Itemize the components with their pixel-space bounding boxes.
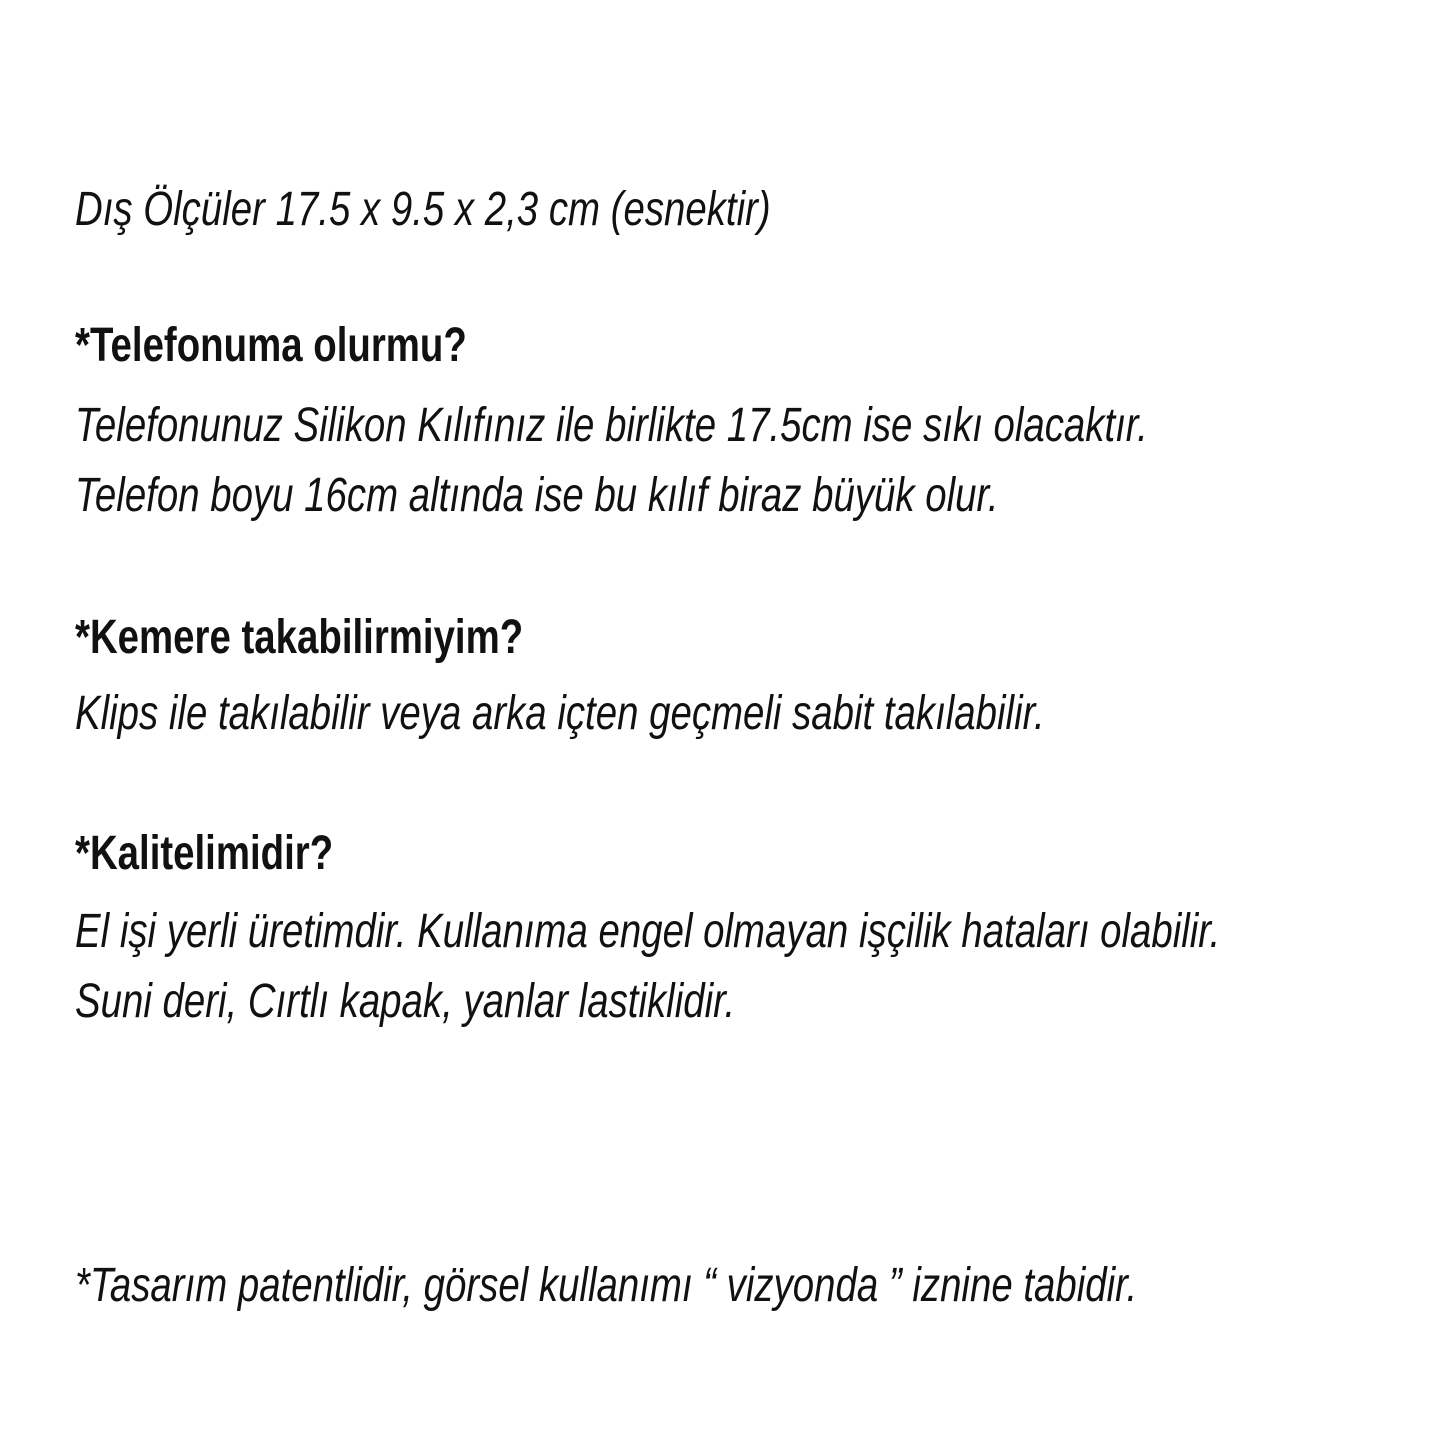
faq-answer-phone-fit-line-1: Telefonunuz Silikon Kılıfınız ile birlikte 17.5cm ise sıkı olacaktır. (75, 399, 1148, 452)
faq-answer-belt-line-1: Klips ile takılabilir veya arka içten geçmeli sabit takılabilir. (75, 687, 1045, 740)
faq-question-phone-fit: *Telefonuma olurmu? (75, 319, 467, 372)
patent-footer-note: *Tasarım patentlidir, görsel kullanımı “ vizyonda ” iznine tabidir. (75, 1259, 1138, 1312)
faq-answer-phone-fit-line-2: Telefon boyu 16cm altında ise bu kılıf biraz büyük olur. (75, 469, 999, 522)
dimensions-text: Dış Ölçüler 17.5 x 9.5 x 2,3 cm (esnektir) (75, 183, 771, 236)
faq-question-belt: *Kemere takabilirmiyim? (75, 611, 524, 664)
faq-answer-quality-line-2: Suni deri, Cırtlı kapak, yanlar lastiklidir. (75, 975, 736, 1028)
faq-question-quality: *Kalitelimidir? (75, 827, 334, 880)
faq-answer-quality-line-1: El işi yerli üretimdir. Kullanıma engel olmayan işçilik hataları olabilir. (75, 905, 1221, 958)
